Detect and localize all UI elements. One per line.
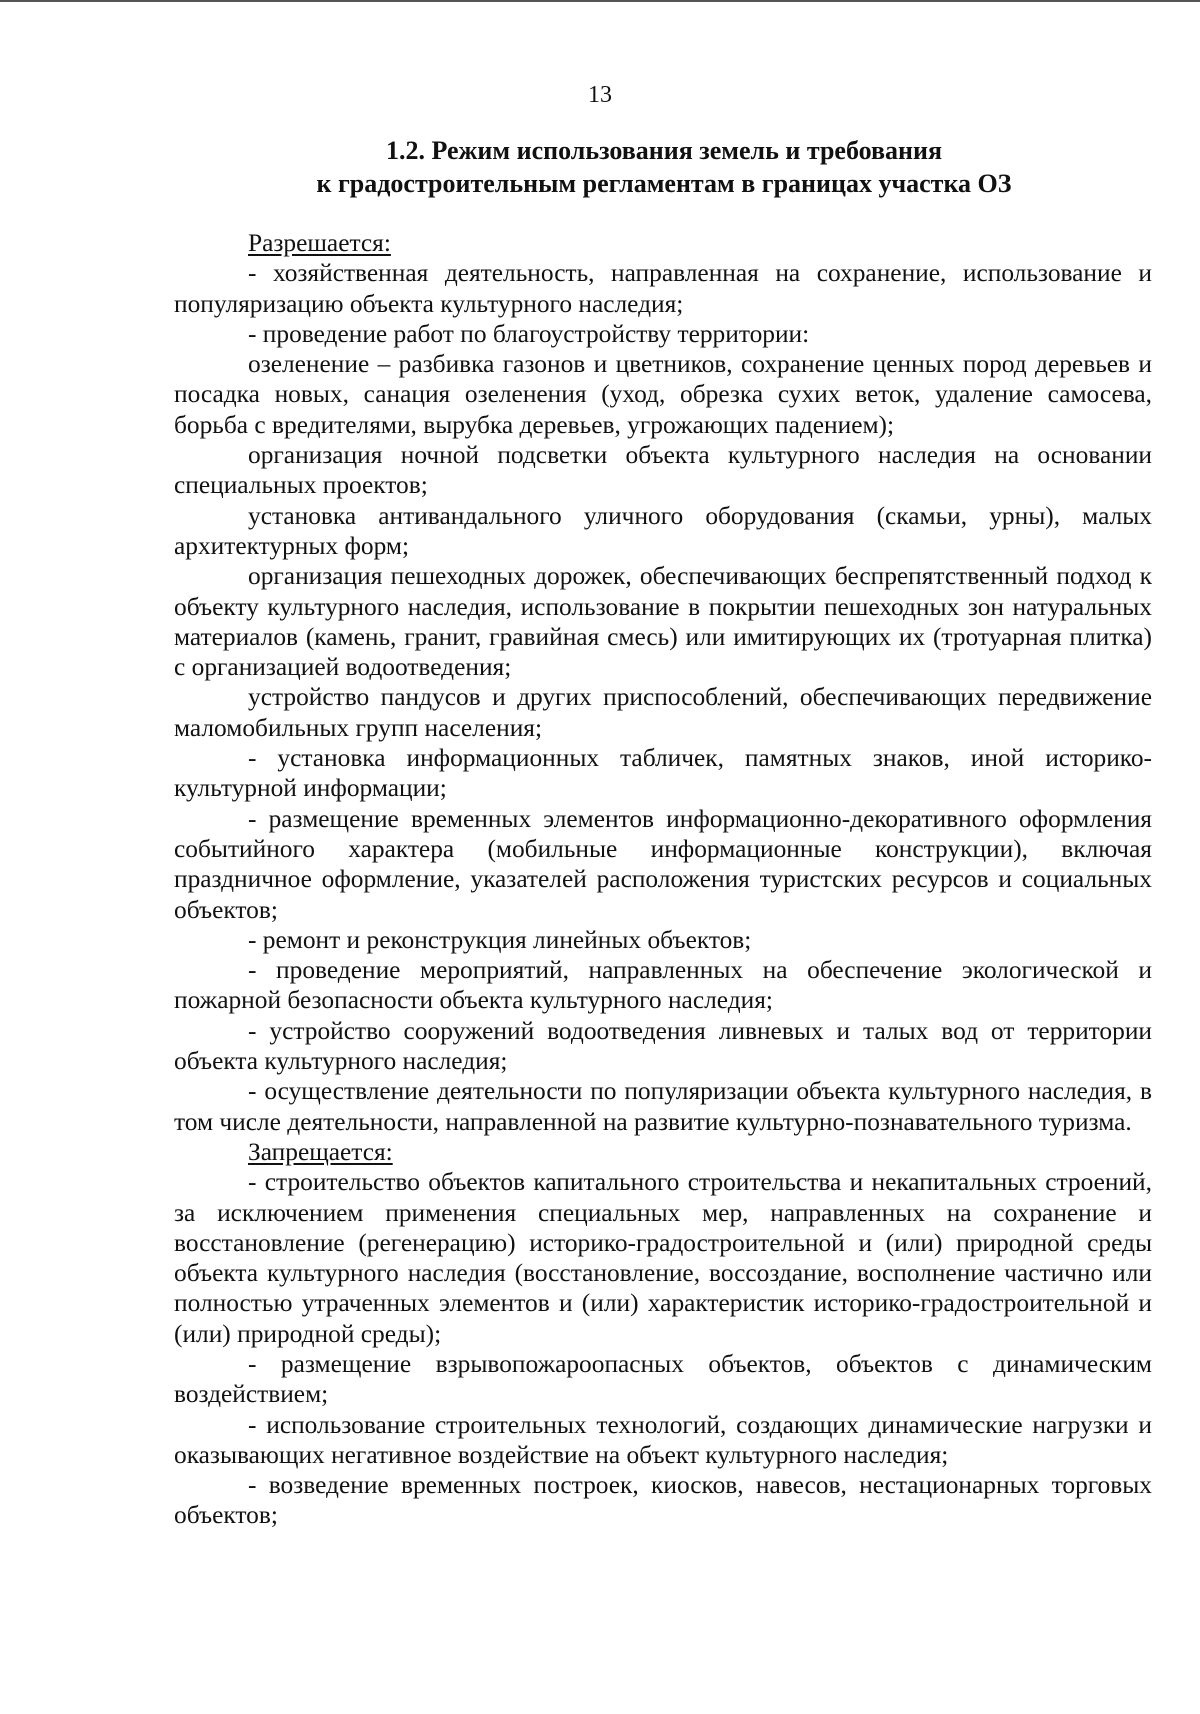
allowed-item: - проведение работ по благоустройству территории: bbox=[248, 319, 810, 348]
allowed-item: - ремонт и реконструкция линейных объектов; bbox=[248, 925, 752, 954]
section-heading bbox=[174, 134, 1154, 200]
heading-line-2: к градостроительным регламентам в границах участка ОЗ bbox=[316, 169, 1012, 198]
allowed-subitem: установка антивандального уличного оборудования (скамьи, урны), малых архитектурных форм; bbox=[174, 501, 1152, 560]
allowed-item: - осуществление деятельности по популяризации объекта культурного наследия, в том числе деятельности, направленной на развитие культурно-познавательного туризма. bbox=[174, 1077, 1152, 1136]
document-body bbox=[174, 228, 1152, 1531]
prohibited-label: Запрещается: bbox=[248, 1137, 393, 1166]
prohibited-item: - возведение временных построек, киосков, навесов, нестационарных торговых объектов; bbox=[174, 1471, 1152, 1530]
allowed-subitem: озеленение – разбивка газонов и цветников, сохранение ценных пород деревьев и посадка новых, санация озеленения (уход, обрезка сухих веток, удаление самосева, борьба с вредителями, вырубка деревьев, угрожающих падением); bbox=[174, 350, 1152, 439]
page-number: 13 bbox=[588, 82, 612, 108]
allowed-subitem: устройство пандусов и других приспособлений, обеспечивающих передвижение маломобильных групп населения; bbox=[174, 683, 1152, 742]
prohibited-item: - использование строительных технологий, создающих динамические нагрузки и оказывающих негативное воздействие на объект культурного наследия; bbox=[174, 1410, 1152, 1469]
prohibited-item: - размещение взрывопожароопасных объектов, объектов с динамическим воздействием; bbox=[174, 1349, 1152, 1409]
allowed-subitem: организация пешеходных дорожек, обеспечивающих беспрепятственный подход к объекту культурного наследия, использование в покрытии пешеходных зон натуральных материалов (камень, гранит, гравийная смесь) или имитирующих их (тротуарная плитка) с организацией водоотведения; bbox=[174, 562, 1152, 682]
allowed-item: - размещение временных элементов информационно-декоративного оформления событийного характера (мобильные информационные конструкции), включая праздничное оформление, указателей расположения туристских ресурсов и социальных объектов; bbox=[174, 804, 1152, 924]
allowed-item: - устройство сооружений водоотведения ливневых и талых вод от территории объекта культурного наследия; bbox=[174, 1016, 1152, 1076]
heading-line-1: 1.2. Режим использования земель и требования bbox=[385, 136, 943, 165]
prohibited-item: - строительство объектов капитального строительства и некапитальных строений, за исключением применения специальных мер, направленных на сохранение и восстановление (регенерацию) историко-градостроительной и (или) природной среды объекта культурного наследия (восстановление, воссоздание, восполнение частично или полностью утраченных элементов и (или) характеристик историко-градостроительной и (или) природной среды); bbox=[174, 1168, 1152, 1348]
allowed-item: - хозяйственная деятельность, направленная на сохранение, использование и популяризацию объекта культурного наследия; bbox=[174, 259, 1152, 318]
allowed-subitem: организация ночной подсветки объекта культурного наследия на основании специальных проектов; bbox=[174, 441, 1152, 500]
allowed-label: Разрешается: bbox=[248, 229, 391, 257]
allowed-item: - проведение мероприятий, направленных на обеспечение экологической и пожарной безопасности объекта культурного наследия; bbox=[174, 956, 1152, 1015]
allowed-item: - установка информационных табличек, памятных знаков, иной историко-культурной информации; bbox=[174, 744, 1152, 803]
